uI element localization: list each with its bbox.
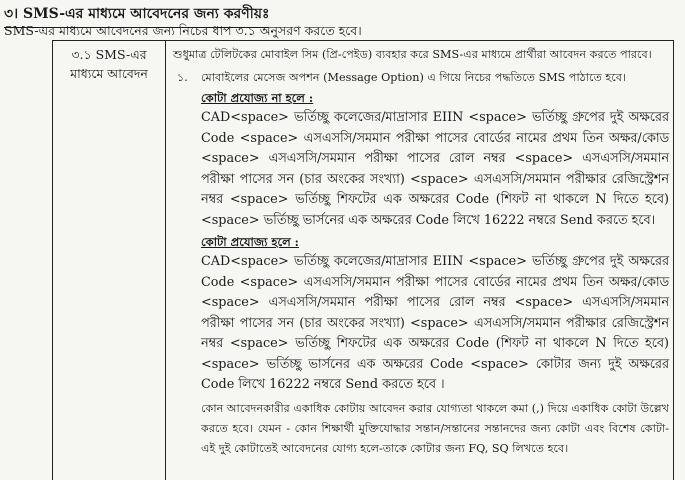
quota-heading: কোটা প্রযোজ্য হলে :: [201, 235, 299, 249]
step-text: মোবাইলের মেসেজ অপশন (Message Option) এ গিয়ে নিচের পদ্ধতিতে SMS পাঠাতে হবে।: [201, 71, 627, 84]
section-intro: SMS-এর মাধ্যমে আবেদনের জন্য নিচের ধাপ ৩.১ অনুসরণ করতে হবে।: [4, 23, 362, 38]
column-divider: [165, 41, 166, 480]
step-content-cell: [173, 45, 669, 459]
step-number: ১.: [177, 71, 188, 84]
section-heading: ৩। SMS-এর মাধ্যমে আবেদনের জন্য করণীয়ঃ: [4, 2, 269, 28]
description-text: শুধুমাত্র টেলিটকের মোবাইল সিম (প্রি-পেইড) ব্যবহার করে SMS-এর মাধ্যমে প্রার্থীরা আবেদন করতে পারবে।: [173, 48, 652, 61]
no-quota-heading: কোটা প্রযোজ্য না হলে :: [201, 91, 314, 105]
instruction-table: [52, 40, 674, 480]
no-quota-format: CAD<space> ভর্তিচ্ছু কলেজের/মাদ্রাসার EIIN <space> ভর্তিচ্ছু গ্রুপের দুই অক্ষরের Code <space> এসএসসি/সমমান পরীক্ষা পাসের বোর্ডের নামের প্রথম তিন অক্ষর/কোড <space> এসএসসি/সমমান পরীক্ষা পাসের রোল নম্বর <space> এসএসসি/সমমান পরীক্ষা পাসের সন (চার অংকের সংখ্যা) <space> এসএসসি/সমমান পরীক্ষার রেজিস্ট্রেশন নম্বর <space> ভর্তিচ্ছু শিফটের এক অক্ষরের Code (শিফট না থাকলে N দিতে হবে) <space> ভর্তিচ্ছু ভার্সনের এক অক্ষরের Code লিখে 16222 নম্বরে Send করতে হবে।: [201, 110, 669, 228]
step-label-cell: ৩.১ SMS-এর মাধ্যমে আবেদন: [70, 47, 148, 81]
quota-format: CAD<space> ভর্তিচ্ছু কলেজের/মাদ্রাসার EIIN <space> ভর্তিচ্ছু গ্রুপের দুই অক্ষরের Code <space> এসএসসি/সমমান পরীক্ষা পাসের বোর্ডের নামের প্রথম তিন অক্ষর/কোড <space> এসএসসি/সমমান পরীক্ষা পাসের রোল নম্বর <space> এসএসসি/সমমান পরীক্ষা পাসের সন (চার অংকের সংখ্যা) <space> এসএসসি/সমমান পরীক্ষার রেজিস্ট্রেশন নম্বর <space> ভর্তিচ্ছু শিফটের এক অক্ষরের Code (শিফট না থাকলে N দিতে হবে) <space> ভর্তিচ্ছু ভার্সনের এক অক্ষরের Code <space> কোটার জন্য দুই অক্ষরের Code লিখে 16222 নম্বরে Send করতে হবে ।: [201, 254, 669, 392]
step-item: [173, 68, 669, 87]
multiple-quota-note: কোন আবেদনকারীর একাধিক কোটায় আবেদন করার যোগ্যতা থাকলে কমা (,) দিয়ে একাধিক কোটা উল্লেখ করতে হবে। যেমন - কোন শিক্ষার্থী মুক্তিযোদ্ধার সন্তান/সন্তানের সন্তানদের জন্য কোটা এবং বিশেষ কোটা- এই দুই কোটাতেই আবেদনের যোগ্য হলে-তাকে কোটার জন্য FQ, SQ লিখতে হবে।: [201, 401, 669, 455]
